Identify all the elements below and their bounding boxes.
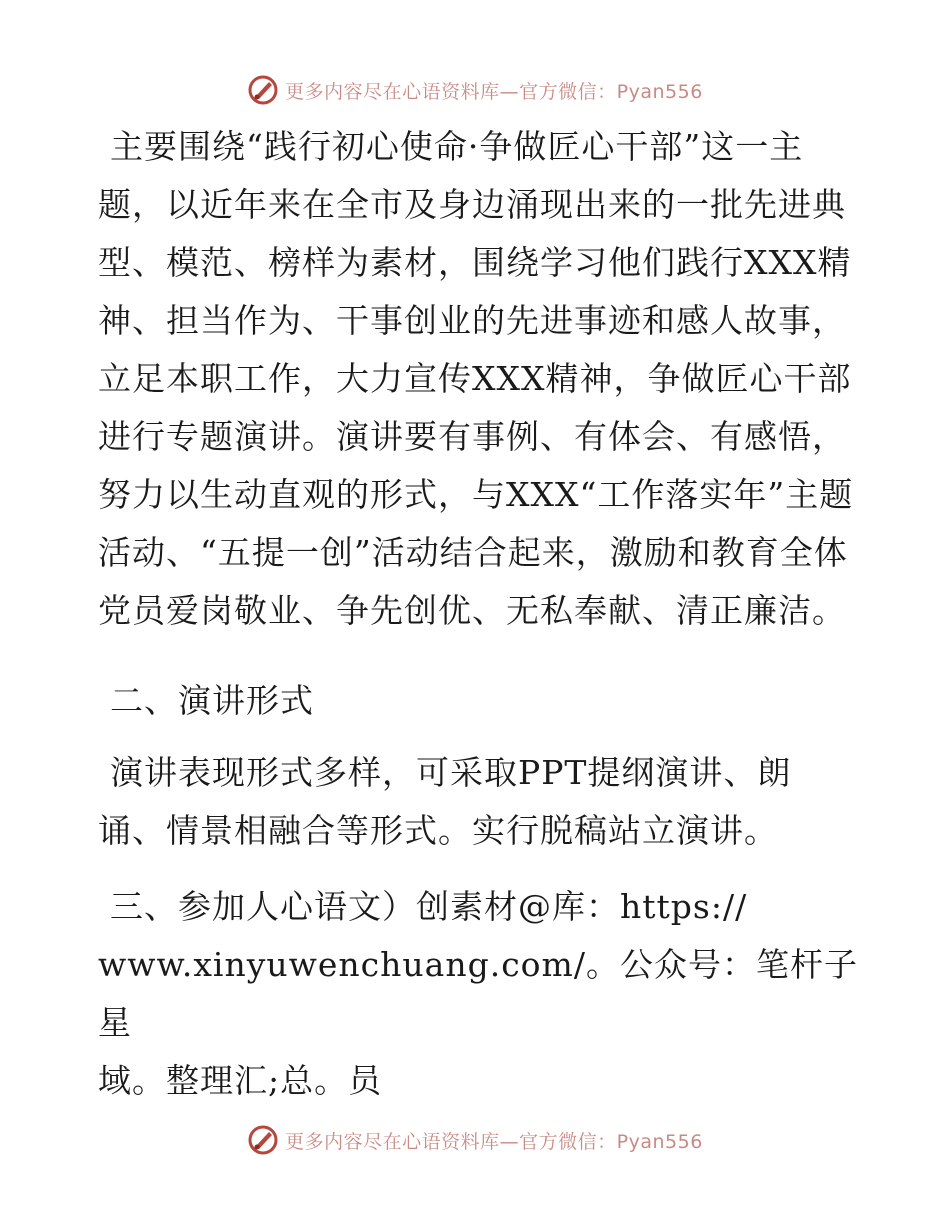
brush-seal-logo-icon xyxy=(247,74,279,106)
section-heading-participants: 三、参加人心语文）创素材@库：https:// xyxy=(110,887,748,926)
participants-line-2: www.xinyuwenchuang.com/。公众号：笔杆子星 xyxy=(98,945,858,1042)
header-banner xyxy=(0,70,950,110)
footer-banner xyxy=(0,1120,950,1160)
participants-line-3: 域。整理汇;总。员 xyxy=(98,1061,383,1100)
paragraph-form: 演讲表现形式多样，可采取PPT提纲演讲、朗诵、情景相融合等形式。实行脱稿站立演讲。 xyxy=(98,753,792,850)
footer-banner-text: 更多内容尽在心语资料库—官方微信：Pyan556 xyxy=(285,1130,703,1153)
header-banner-text: 更多内容尽在心语资料库—官方微信：Pyan556 xyxy=(285,80,703,103)
section-heading-form: 二、演讲形式 xyxy=(110,681,314,720)
paragraph-theme: 主要围绕“践行初心使命·争做匠心干部”这一主题，以近年来在全市及身边涌现出来的一批先进典型、模范、榜样为素材，围绕学习他们践行XXX精神、担当作为、干事创业的先进事迹和感人故事，立足本职工作，大力宣传XXX精神，争做匠心干部进行专题演讲。演讲要有事例、有体会、有感悟，努力以生动直观的形式，与XXX“工作落实年”主题活动、“五提一创”活动结合起来，激励和教育全体党员爱岗敬业、争先创优、无私奉献、清正廉洁。 xyxy=(98,127,854,630)
brush-seal-logo-icon xyxy=(247,1124,279,1156)
document-body xyxy=(98,118,858,1110)
